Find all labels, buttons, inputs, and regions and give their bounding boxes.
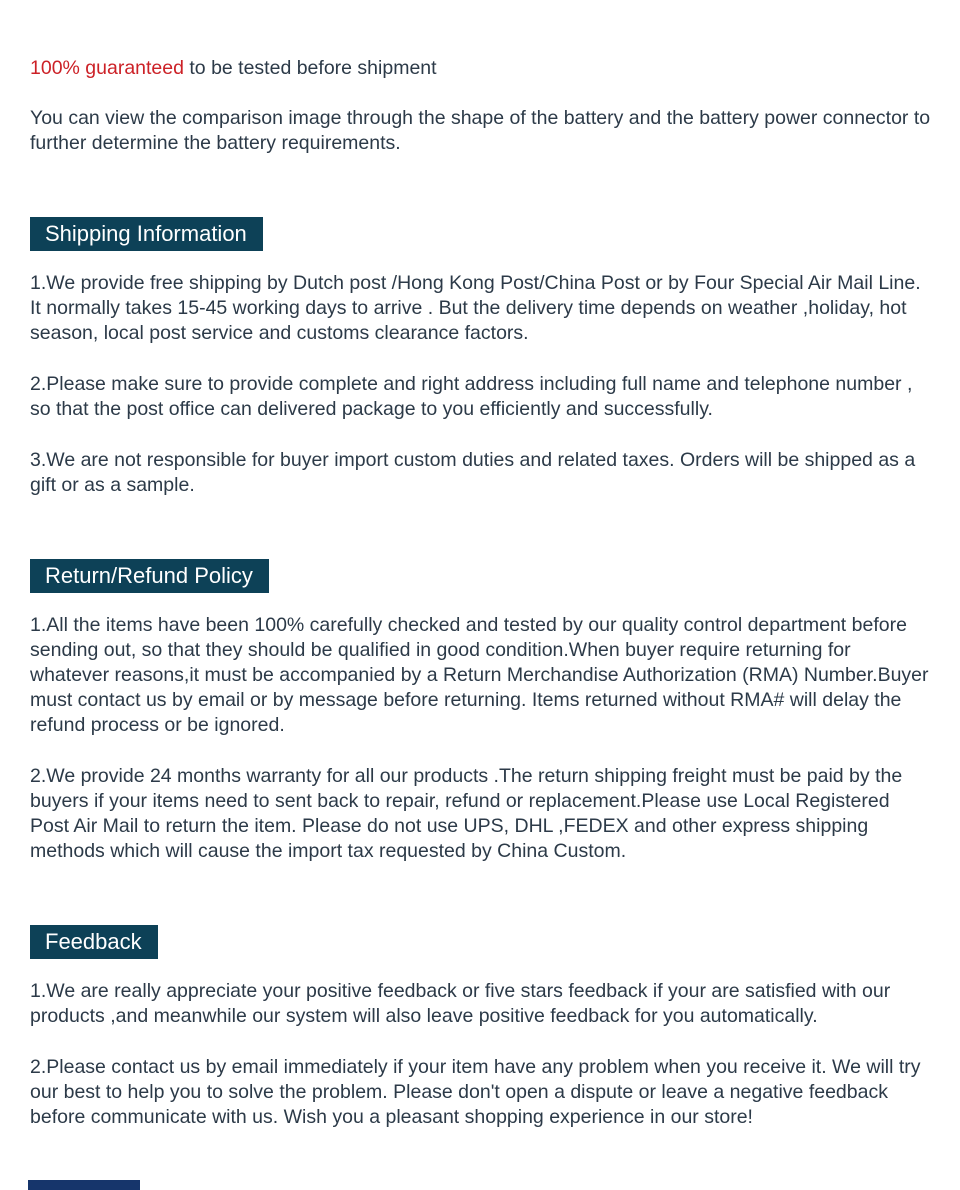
partial-section-header — [28, 1180, 140, 1190]
feedback-paragraph-1: 1.We are really appreciate your positive feedback or five stars feedback if your are satisfied with our products ,and meanwhile our system will also leave positive feedback for you automatically. — [30, 980, 891, 1027]
section-header-shipping-information: Shipping Information — [30, 217, 263, 251]
guarantee-rest: to be tested before shipment — [183, 57, 437, 79]
shipping-paragraph-1: 1.We provide free shipping by Dutch post /Hong Kong Post/China Post or by Four Special Air Mail Line. It normally takes 15-45 working days to arrive . But the delivery time depends on weather ,holiday, hot season, local post service and customs clearance factors. — [30, 272, 921, 344]
section-return-refund-policy — [30, 498, 932, 864]
section-feedback — [30, 864, 932, 1130]
guarantee-highlight: 100% guaranteed — [30, 57, 184, 79]
intro-paragraph: You can view the comparison image through the shape of the battery and the battery power connector to further determine the battery requirements. — [30, 107, 931, 154]
return-paragraph-1: 1.All the items have been 100% carefully checked and tested by our quality control department before sending out, so that they should be qualified in good condition.When buyer require returning for whatever reasons,it must be accompanied by a Return Merchandise Authorization (RMA) Number.Buyer must contact us by email or by message before returning. Items returned without RMA# will delay the refund process or be ignored. — [30, 614, 929, 736]
shipping-paragraph-2: 2.Please make sure to provide complete and right address including full name and telephone number , so that the post office can delivered package to you efficiently and successfully. — [30, 373, 913, 420]
return-paragraph-2: 2.We provide 24 months warranty for all our products .The return shipping freight must be paid by the buyers if your items need to sent back to repair, refund or replacement.Please use Local Registered Post Air Mail to return the item. Please do not use UPS, DHL ,FEDEX and other express shipping methods which will cause the import tax requested by China Custom. — [30, 765, 903, 862]
section-header-return-refund-policy: Return/Refund Policy — [30, 559, 269, 593]
section-shipping-information — [30, 156, 932, 498]
shipping-paragraph-3: 3.We are not responsible for buyer import custom duties and related taxes. Orders will be shipped as a gift or as a sample. — [30, 449, 916, 496]
guarantee-line — [30, 56, 932, 81]
section-header-feedback: Feedback — [30, 925, 158, 959]
feedback-paragraph-2: 2.Please contact us by email immediately if your item have any problem when you receive it. We will try our best to help you to solve the problem. Please don't open a dispute or leave a negative feedback before communicate with us. Wish you a pleasant shopping experience in our store! — [30, 1056, 921, 1128]
